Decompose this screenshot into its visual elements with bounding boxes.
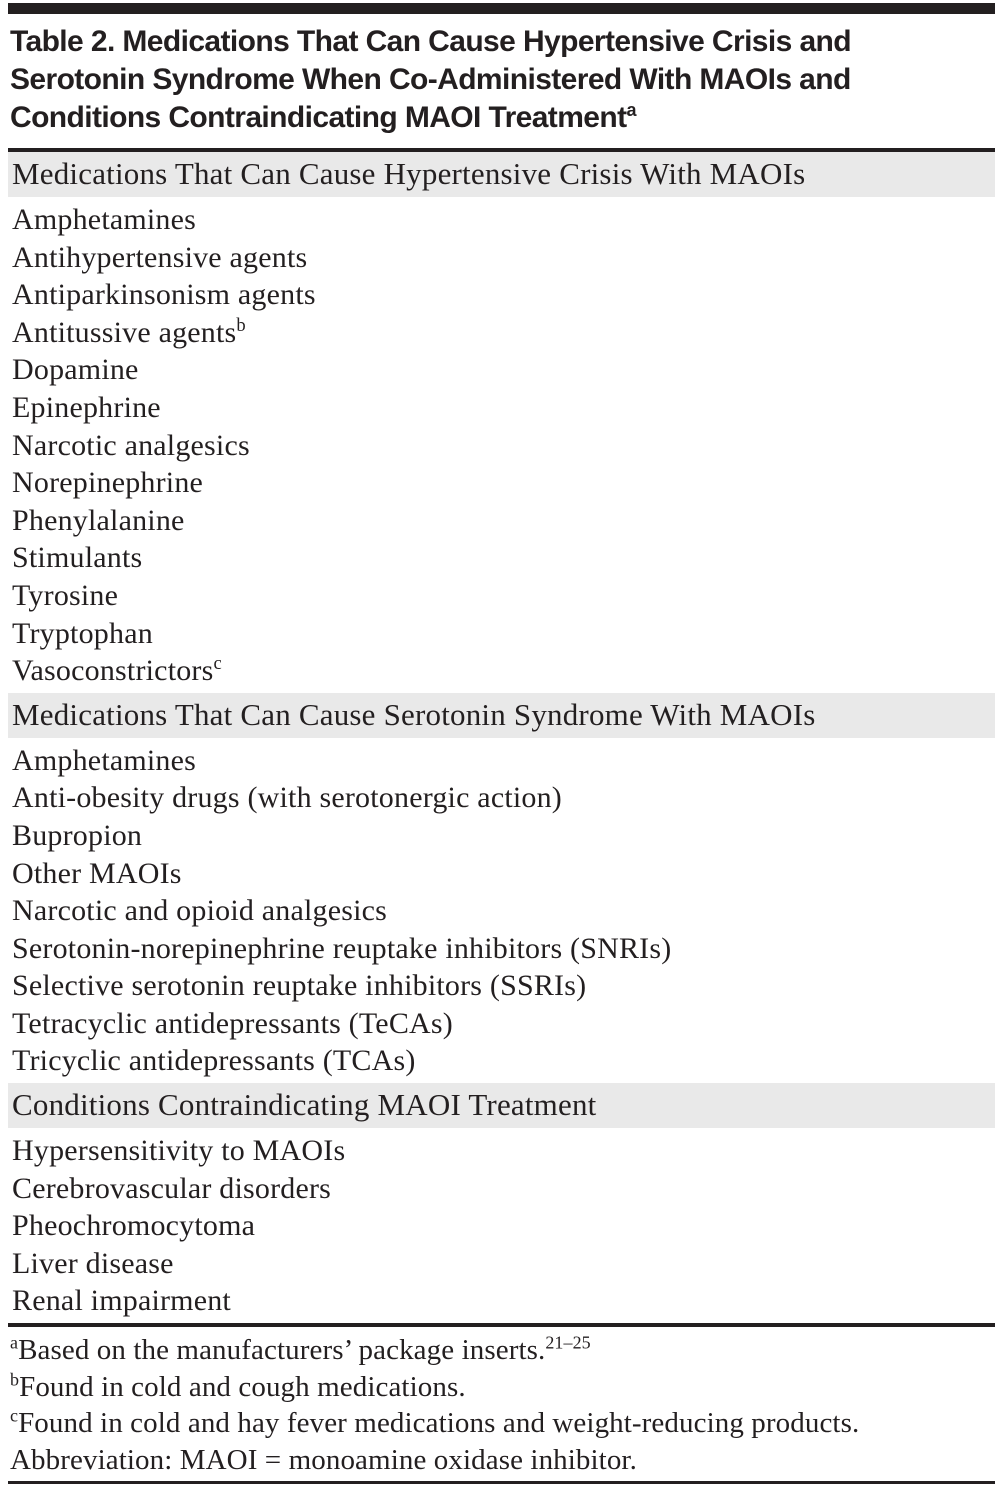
row-label: Anti-obesity drugs (with serotonergic action)	[12, 781, 562, 815]
section-header	[8, 1083, 995, 1128]
table-row	[8, 1207, 995, 1245]
row-label: Vasoconstrictors	[12, 654, 214, 688]
section-rows	[8, 738, 995, 1083]
footnote-line	[10, 1442, 991, 1479]
row-label: Stimulants	[12, 541, 143, 575]
table-title-text: Serotonin Syndrome When Co-Administered With MAOIs and	[10, 63, 851, 96]
footnote-text: Found in cold and cough medications.	[19, 1370, 466, 1403]
table-row	[8, 351, 995, 389]
row-label: Renal impairment	[12, 1284, 231, 1318]
row-label: Narcotic analgesics	[12, 428, 250, 462]
section-header	[8, 693, 995, 738]
footnote-text: Based on the manufacturers’ package inserts.	[18, 1334, 546, 1367]
table-row	[8, 314, 995, 352]
table-title-superscript: a	[626, 100, 636, 120]
row-label: Narcotic and opioid analgesics	[12, 894, 388, 928]
row-superscript: b	[236, 314, 246, 336]
table-row	[8, 779, 995, 817]
footnote-text: Found in cold and hay fever medications and weight-reducing products.	[18, 1407, 860, 1440]
table-row	[8, 502, 995, 540]
table-title	[8, 14, 995, 148]
section-rows	[8, 197, 995, 693]
footnote-text: Abbreviation: MAOI = monoamine oxidase inhibitor.	[10, 1443, 637, 1476]
table-row	[8, 615, 995, 653]
footnote-line	[10, 1369, 991, 1406]
table-row	[8, 817, 995, 855]
table-title-line	[10, 23, 995, 61]
table-row	[8, 427, 995, 465]
table-row	[8, 1170, 995, 1208]
table-row	[8, 539, 995, 577]
row-label: Epinephrine	[12, 390, 161, 424]
section-header-label: Medications That Can Cause Hypertensive Crisis With MAOIs	[12, 156, 806, 191]
table-title-text: Conditions Contraindicating MAOI Treatment	[10, 101, 627, 134]
table-row	[8, 201, 995, 239]
row-label: Pheochromocytoma	[12, 1209, 256, 1243]
row-label: Selective serotonin reuptake inhibitors (SSRIs)	[12, 969, 587, 1003]
section-rows	[8, 1128, 995, 1323]
table-row	[8, 1132, 995, 1170]
table-row	[8, 1245, 995, 1283]
row-label: Tryptophan	[12, 616, 153, 650]
table-row	[8, 855, 995, 893]
section-header-label: Conditions Contraindicating MAOI Treatment	[12, 1087, 597, 1123]
table-row	[8, 930, 995, 968]
footnote-marker: c	[10, 1405, 19, 1426]
section-header	[8, 152, 995, 197]
row-label: Tricyclic antidepressants (TCAs)	[12, 1044, 416, 1078]
table-row	[8, 464, 995, 502]
row-label: Antiparkinsonism agents	[12, 278, 316, 312]
table-row	[8, 1282, 995, 1320]
row-label: Bupropion	[12, 818, 143, 852]
section-header-label: Medications That Can Cause Serotonin Syndrome With MAOIs	[12, 696, 816, 732]
row-label: Amphetamines	[12, 203, 197, 236]
table-row	[8, 892, 995, 930]
row-label: Tetracyclic antidepressants (TeCAs)	[12, 1006, 453, 1040]
footnote-line	[10, 1332, 991, 1369]
table-row	[8, 652, 995, 690]
bottom-border-rule	[8, 1481, 995, 1484]
table-row	[8, 276, 995, 314]
table-row	[8, 742, 995, 780]
table-row	[8, 1005, 995, 1043]
row-label: Amphetamines	[12, 743, 197, 777]
row-label: Antitussive agents	[12, 315, 237, 349]
footnote-line	[10, 1405, 991, 1442]
footnote-marker: a	[10, 1332, 19, 1353]
table-row	[8, 239, 995, 277]
footnotes-block	[8, 1327, 995, 1480]
top-border-bar	[8, 3, 995, 14]
row-label: Serotonin-norepinephrine reuptake inhibitors (SNRIs)	[12, 931, 672, 965]
row-label: Liver disease	[12, 1246, 174, 1280]
table-row	[8, 967, 995, 1005]
footnote-marker: b	[10, 1368, 20, 1389]
row-label: Tyrosine	[12, 578, 119, 612]
row-superscript: c	[213, 653, 222, 675]
row-label: Dopamine	[12, 353, 139, 387]
row-label: Hypersensitivity to MAOIs	[12, 1134, 346, 1168]
table-title-line	[10, 61, 995, 99]
row-label: Phenylalanine	[12, 503, 185, 537]
table-row	[8, 389, 995, 427]
table-body	[8, 152, 995, 1323]
table-title-text: Table 2. Medications That Can Cause Hypertensive Crisis and	[10, 25, 851, 58]
row-label: Norepinephrine	[12, 466, 204, 500]
table-title-line	[10, 99, 995, 137]
table-row	[8, 1042, 995, 1080]
table-row	[8, 577, 995, 615]
row-label: Antihypertensive agents	[12, 240, 308, 274]
row-label: Other MAOIs	[12, 856, 182, 890]
row-label: Cerebrovascular disorders	[12, 1171, 332, 1205]
footnote-reference-superscript: 21–25	[545, 1332, 591, 1353]
